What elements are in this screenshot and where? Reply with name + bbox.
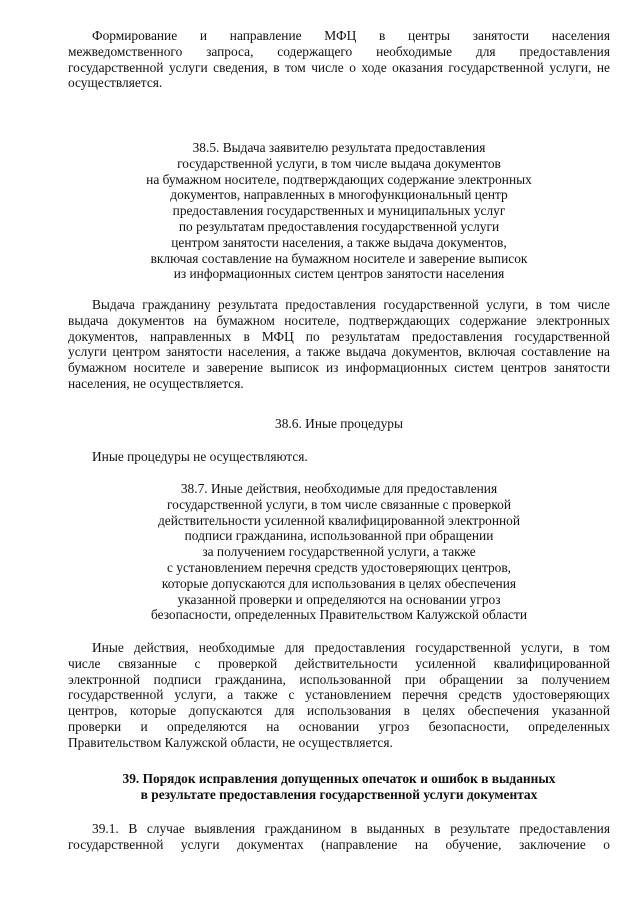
paragraph-38-6: Иные процедуры не осуществляются. — [92, 449, 308, 464]
text-line: Правительством Калужской области, не осуществляется. — [68, 734, 393, 750]
text-line: государственной услуги, а также с установлением перечня средств удостоверяющих — [68, 687, 610, 703]
text-line: осуществляется. — [68, 75, 163, 91]
heading-line: 39. Порядок исправления допущенных опечаток и ошибок в выданных — [122, 771, 556, 786]
text-line: электронной подписи гражданина, использованной при обращении за получением — [68, 671, 610, 687]
heading-line: на бумажном носителе, подтверждающих содержание электронных — [146, 171, 532, 187]
paragraph-intro — [68, 28, 610, 91]
text-line: Выдача гражданину результата предоставления государственной услуги, в том числе — [92, 297, 610, 312]
heading-line: в результате предоставления государственной услуги документах — [140, 786, 538, 802]
heading-line: государственной услуги, в том числе выдача документов — [177, 155, 501, 171]
heading-39 — [68, 771, 610, 803]
heading-line: 38.5. Выдача заявителю результата предоставления — [192, 140, 486, 155]
heading-line: включая составление на бумажном носителе и заверение выписок — [150, 250, 528, 266]
text-line: бумажном носителе и заверение выписок из информационных систем центров занятости — [68, 360, 610, 376]
text-line: Иные действия, необходимые для предоставления государственной услуги, в том — [92, 640, 610, 655]
heading-line: предоставления государственных и муниципальных услуг — [172, 203, 506, 219]
paragraph-39-1 — [68, 821, 610, 853]
heading-line: подписи гражданина, использованной при обращении — [184, 528, 494, 544]
text-line: центров, которые допускаются для использования в целях обеспечения указанной — [68, 703, 610, 719]
heading-line: государственной услуги, в том числе связанные с проверкой — [166, 496, 512, 512]
heading-line: 38.7. Иные действия, необходимые для предоставления — [180, 481, 498, 496]
paragraph-38-5 — [68, 297, 610, 392]
text-line: числе связанные с проверкой действительности усиленной квалифицированной — [68, 655, 610, 671]
heading-line: за получением государственной услуги, а также — [202, 544, 476, 560]
heading-line: действительности усиленной квалифицированной электронной — [157, 512, 521, 528]
text-line: государственной услуги документах (направление на обучение, заключение о — [68, 836, 610, 852]
heading-38-5 — [68, 140, 610, 282]
text-line: документов, направленных в МФЦ по результатам предоставления государственной — [68, 328, 610, 344]
heading-line: которые допускаются для использования в целях обеспечения — [161, 575, 517, 591]
heading-line: безопасности, определенных Правительством Калужской области — [150, 607, 528, 623]
paragraph-38-7 — [68, 640, 610, 751]
text-line: выдача документов на бумажном носителе, подтверждающих содержание электронных — [68, 312, 610, 328]
heading-line: указанной проверки и определяются на основании угроз — [177, 591, 501, 607]
text-line: 39.1. В случае выявления гражданином в выданных в результате предоставления — [92, 821, 610, 836]
text-line: услуги центром занятости населения, а также выдача документов, включая составление на — [68, 344, 610, 360]
heading-line: центром занятости населения, а также выдача документов, — [171, 234, 507, 250]
text-line: населения, не осуществляется. — [68, 375, 244, 391]
text-line: государственной услуги сведения, в том числе о ходе оказания государственной услуги, не — [68, 59, 610, 75]
text-line: проверки и определяются на основании угроз безопасности, определенных — [68, 718, 610, 734]
heading-38-7 — [68, 481, 610, 623]
heading-line: с установлением перечня средств удостоверяющих центров, — [166, 559, 512, 575]
heading-line: документов, направленных в многофункциональный центр — [170, 187, 508, 203]
heading-38-6: 38.6. Иные процедуры — [275, 416, 403, 431]
heading-line: по результатам предоставления государственной услуги — [178, 218, 500, 234]
heading-line: из информационных систем центров занятости населения — [173, 266, 505, 282]
text-line: Формирование и направление МФЦ в центры занятости населения — [92, 28, 610, 43]
text-line: межведомственного запроса, содержащего необходимые для предоставления — [68, 43, 610, 59]
